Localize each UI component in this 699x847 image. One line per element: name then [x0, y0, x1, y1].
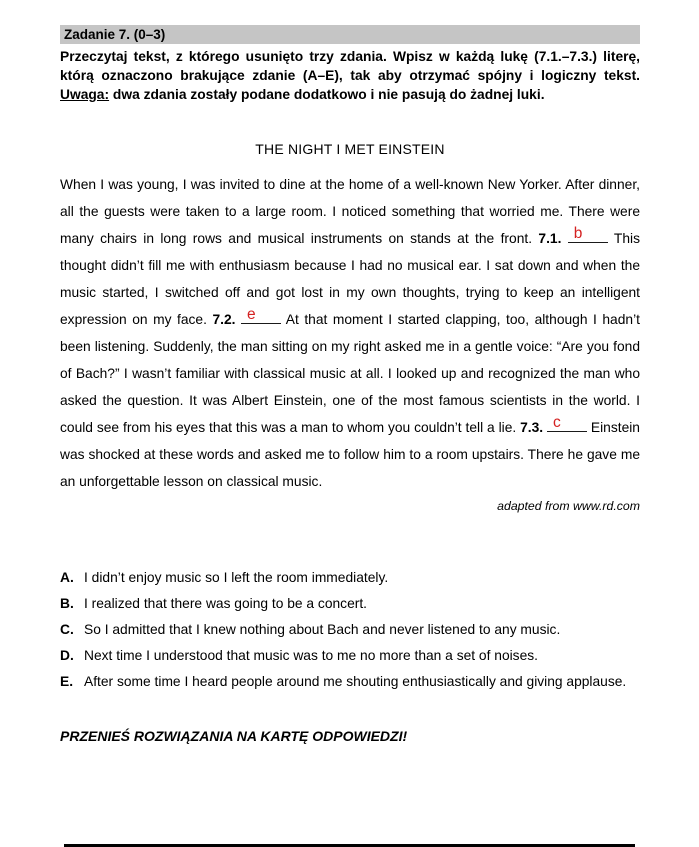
paragraph-text: When I was young, I was invited to dine at the home of a well-known New Yorker. After dinner, all the guests were taken to a large room. I noticed something that worried me. There were many chairs in long rows and musical instruments on stands at the front. — [60, 177, 640, 246]
option-text: So I admitted that I knew nothing about Bach and never listened to any music. — [84, 622, 561, 637]
task-instructions — [60, 47, 640, 104]
task-header — [60, 25, 640, 44]
paragraph-text: This thought didn’t fill me with enthusiasm because I had no musical ear. I sat down and when the music started, I switched off and got lost in my own thoughts, trying to keep an intelligent expression on my face. — [60, 231, 640, 327]
instructions-main: Przeczytaj tekst, z którego usunięto trzy zdania. Wpisz w każdą lukę (7.1.–7.3.) literę, którą oznaczono brakujące zdanie (A–E), tak aby otrzymać spójny i logiczny tekst. — [60, 49, 640, 83]
reading-title: THE NIGHT I MET EINSTEIN — [255, 141, 445, 157]
answer-blank[interactable] — [568, 227, 608, 243]
option-letter: C. — [60, 622, 74, 637]
answer-options-list — [60, 565, 640, 695]
option-E — [60, 669, 640, 695]
gap-label: 7.1. — [538, 231, 568, 246]
task-header-label: Zadanie 7. (0–3) — [64, 27, 166, 42]
uwaga-label: Uwaga: — [60, 87, 110, 102]
answer-blank[interactable] — [547, 416, 587, 432]
option-text: Next time I understood that music was to me no more than a set of noises. — [84, 648, 538, 663]
gap-7-2 — [212, 306, 281, 327]
reading-paragraph — [60, 171, 640, 495]
handwritten-answer: e — [247, 306, 256, 323]
gap-label: 7.2. — [212, 312, 242, 327]
option-text: I realized that there was going to be a concert. — [84, 596, 368, 611]
option-text: After some time I heard people around me shouting enthusiastically and giving applause. — [84, 674, 627, 689]
option-letter: A. — [60, 570, 74, 585]
option-A — [60, 565, 640, 591]
option-D — [60, 643, 640, 669]
instructions-note: dwa zdania zostały podane dodatkowo i nie pasują do żadnej luki. — [112, 87, 545, 102]
gap-7-3 — [520, 414, 587, 435]
handwritten-answer: c — [553, 414, 561, 431]
option-C — [60, 617, 640, 643]
option-B — [60, 591, 640, 617]
gap-7-1 — [538, 225, 607, 246]
option-letter: B. — [60, 596, 74, 611]
option-letter: D. — [60, 648, 74, 663]
answer-blank[interactable] — [241, 308, 281, 324]
transfer-instruction: PRZENIEŚ ROZWIĄZANIA NA KARTĘ ODPOWIEDZI! — [60, 728, 408, 744]
handwritten-answer: b — [573, 225, 583, 242]
gap-label: 7.3. — [520, 420, 547, 435]
source-attribution: adapted from www.rd.com — [497, 499, 640, 513]
option-text: I didn’t enjoy music so I left the room immediately. — [84, 570, 389, 585]
paragraph-text: At that moment I started clapping, too, although I hadn’t been listening. Suddenly, the man sitting on my right asked me in a gentle voice: “Are you fond of Bach?” I wasn’t familiar with classical music at all. I looked up and recognized the man who asked the question. It was Albert Einstein, one of the most famous scientists in the world. I could see from his eyes that this was a man to whom you couldn’t tell a lie. — [60, 312, 640, 435]
paragraph-text: Einstein was shocked at these words and asked me to follow him to a room upstairs. There he gave me an unforgettable lesson on classical music. — [60, 420, 640, 489]
option-letter: E. — [60, 674, 74, 689]
